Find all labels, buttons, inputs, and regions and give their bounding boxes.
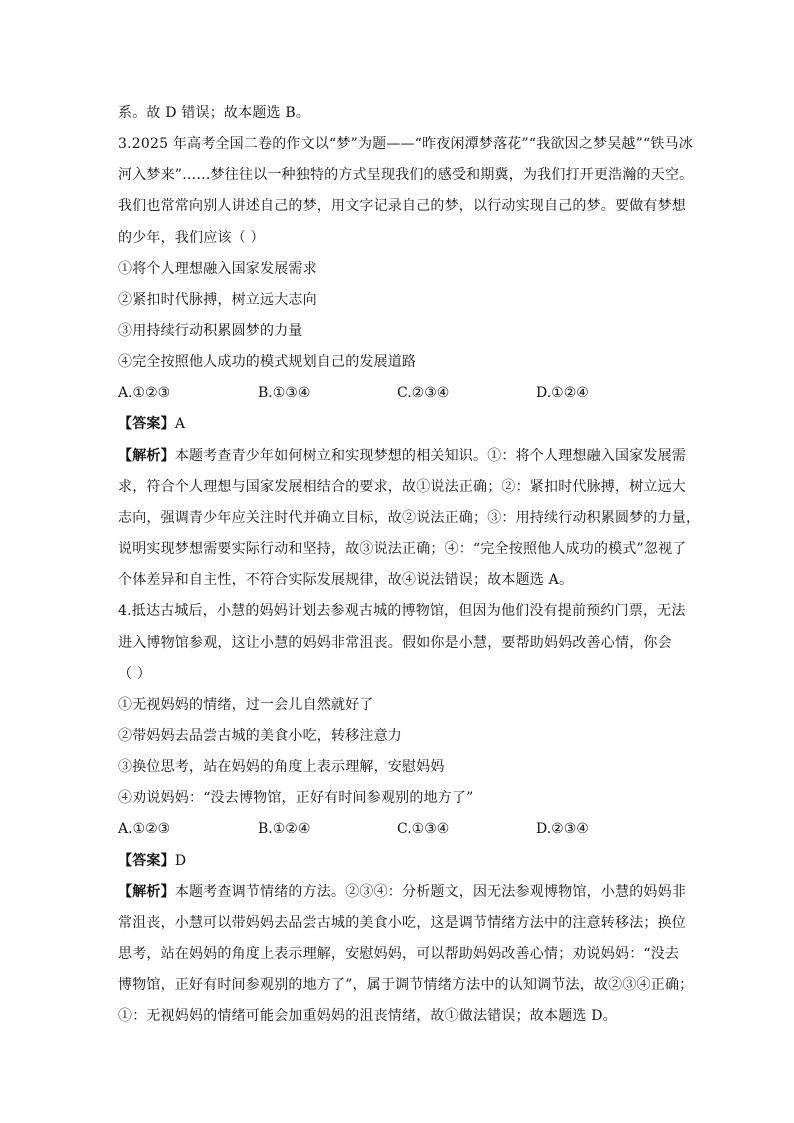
question-4-stem: 进入博物馆参观，这让小慧的妈妈非常沮丧。假如你是小慧，要帮助妈妈改善心情，你会	[118, 635, 672, 651]
q3-option-b: B.①③④	[258, 385, 311, 401]
analysis-text: 本题考查调节情绪的方法。②③④：分析题文，因无法参观博物馆，小慧的妈妈非	[174, 884, 687, 900]
q4-analysis: ①：无视妈妈的情绪可能会加重妈妈的沮丧情绪，故①做法错误；故本题选 D。	[118, 1008, 617, 1024]
question-3-item-4: ④完全按照他人成功的模式规划自己的发展道路	[118, 354, 417, 370]
q3-analysis: 个体差异和自主性，不符合实际发展规律，故④说法错误；故本题选 A。	[118, 572, 574, 588]
question-4-item-4: ④劝说妈妈：“没去博物馆，正好有时间参观别的地方了”	[118, 790, 474, 806]
q4-option-b: B.①②④	[258, 821, 311, 837]
question-3-item-3: ③用持续行动积累圆梦的力量	[118, 323, 303, 339]
answer-value: D	[174, 853, 187, 869]
q3-analysis: 求，符合个人理想与国家发展相结合的要求，故①说法正确；②：紧扣时代脉搏，树立远大	[118, 479, 686, 495]
answer-tag: 【答案】	[118, 853, 175, 869]
q3-option-c: C.②③④	[397, 385, 450, 401]
question-4-stem: （ ）	[118, 666, 152, 682]
answer-value: A	[174, 416, 186, 432]
q4-answer	[118, 851, 684, 871]
q4-option-d: D.②③④	[536, 821, 589, 837]
analysis-tag: 【解析】	[118, 884, 175, 900]
question-4-item-1: ①无视妈妈的情绪，过一会儿自然就好了	[118, 697, 374, 713]
analysis-tag: 【解析】	[118, 448, 175, 464]
q4-analysis: 思考，站在妈妈的角度上表示理解，安慰妈妈，可以帮助妈妈改善心情；劝说妈妈：“没去	[118, 946, 680, 962]
question-4-item-3: ③换位思考，站在妈妈的角度上表示理解，安慰妈妈	[118, 759, 445, 775]
q3-analysis: 志向，强调青少年应关注时代并确立目标，故②说法正确；③：用持续行动积累圆梦的力量，	[118, 510, 701, 526]
q4-analysis: 博物馆，正好有时间参观别的地方了”，属于调节情绪方法中的认知调节法，故②③④正确；	[118, 977, 694, 993]
analysis-text: 本题考查青少年如何树立和实现梦想的相关知识。①：将个人理想融入国家发展需	[174, 448, 687, 464]
question-3-stem: 我们也常常向别人讲述自己的梦，用文字记录自己的梦，以行动实现自己的梦。要做有梦想	[118, 198, 686, 214]
question-3-stem: 河入梦来”……梦往往以一种独特的方式呈现我们的感受和期冀，为我们打开更浩瀚的天空。	[118, 167, 694, 183]
question-3-item-1: ①将个人理想融入国家发展需求	[118, 261, 317, 277]
question-3-stem: 3.2025 年高考全国二卷的作文以“梦”为题——“昨夜闲潭梦落花”“我欲因之梦吴越”“铁马冰	[118, 136, 693, 152]
question-4-stem: 4.抵达古城后，小慧的妈妈计划去参观古城的博物馆，但因为他们没有提前预约门票，无法	[118, 603, 686, 619]
question-3-stem: 的少年，我们应该（ ）	[118, 230, 265, 246]
q3-analysis	[118, 446, 687, 466]
q3-answer	[118, 414, 684, 434]
q4-option-c: C.①③④	[397, 821, 450, 837]
q3-option-d: D.①②④	[536, 385, 589, 401]
text-line: 系。故 D 错误；故本题选 B。	[118, 105, 311, 121]
answer-tag: 【答案】	[118, 416, 175, 432]
q4-analysis: 常沮丧，小慧可以带妈妈去品尝古城的美食小吃，这是调节情绪方法中的注意转移法；换位	[118, 915, 686, 931]
q4-option-a: A.①②③	[118, 821, 171, 837]
q3-option-a: A.①②③	[118, 385, 171, 401]
question-3-item-2: ②紧扣时代脉搏，树立远大志向	[118, 292, 317, 308]
q4-analysis	[118, 882, 687, 902]
question-4-item-2: ②带妈妈去品尝古城的美食小吃，转移注意力	[118, 728, 402, 744]
q3-analysis: 说明实现梦想需要实际行动和坚持，故③说法正确；④：“完全按照他人成功的模式”忽视了	[118, 541, 687, 557]
